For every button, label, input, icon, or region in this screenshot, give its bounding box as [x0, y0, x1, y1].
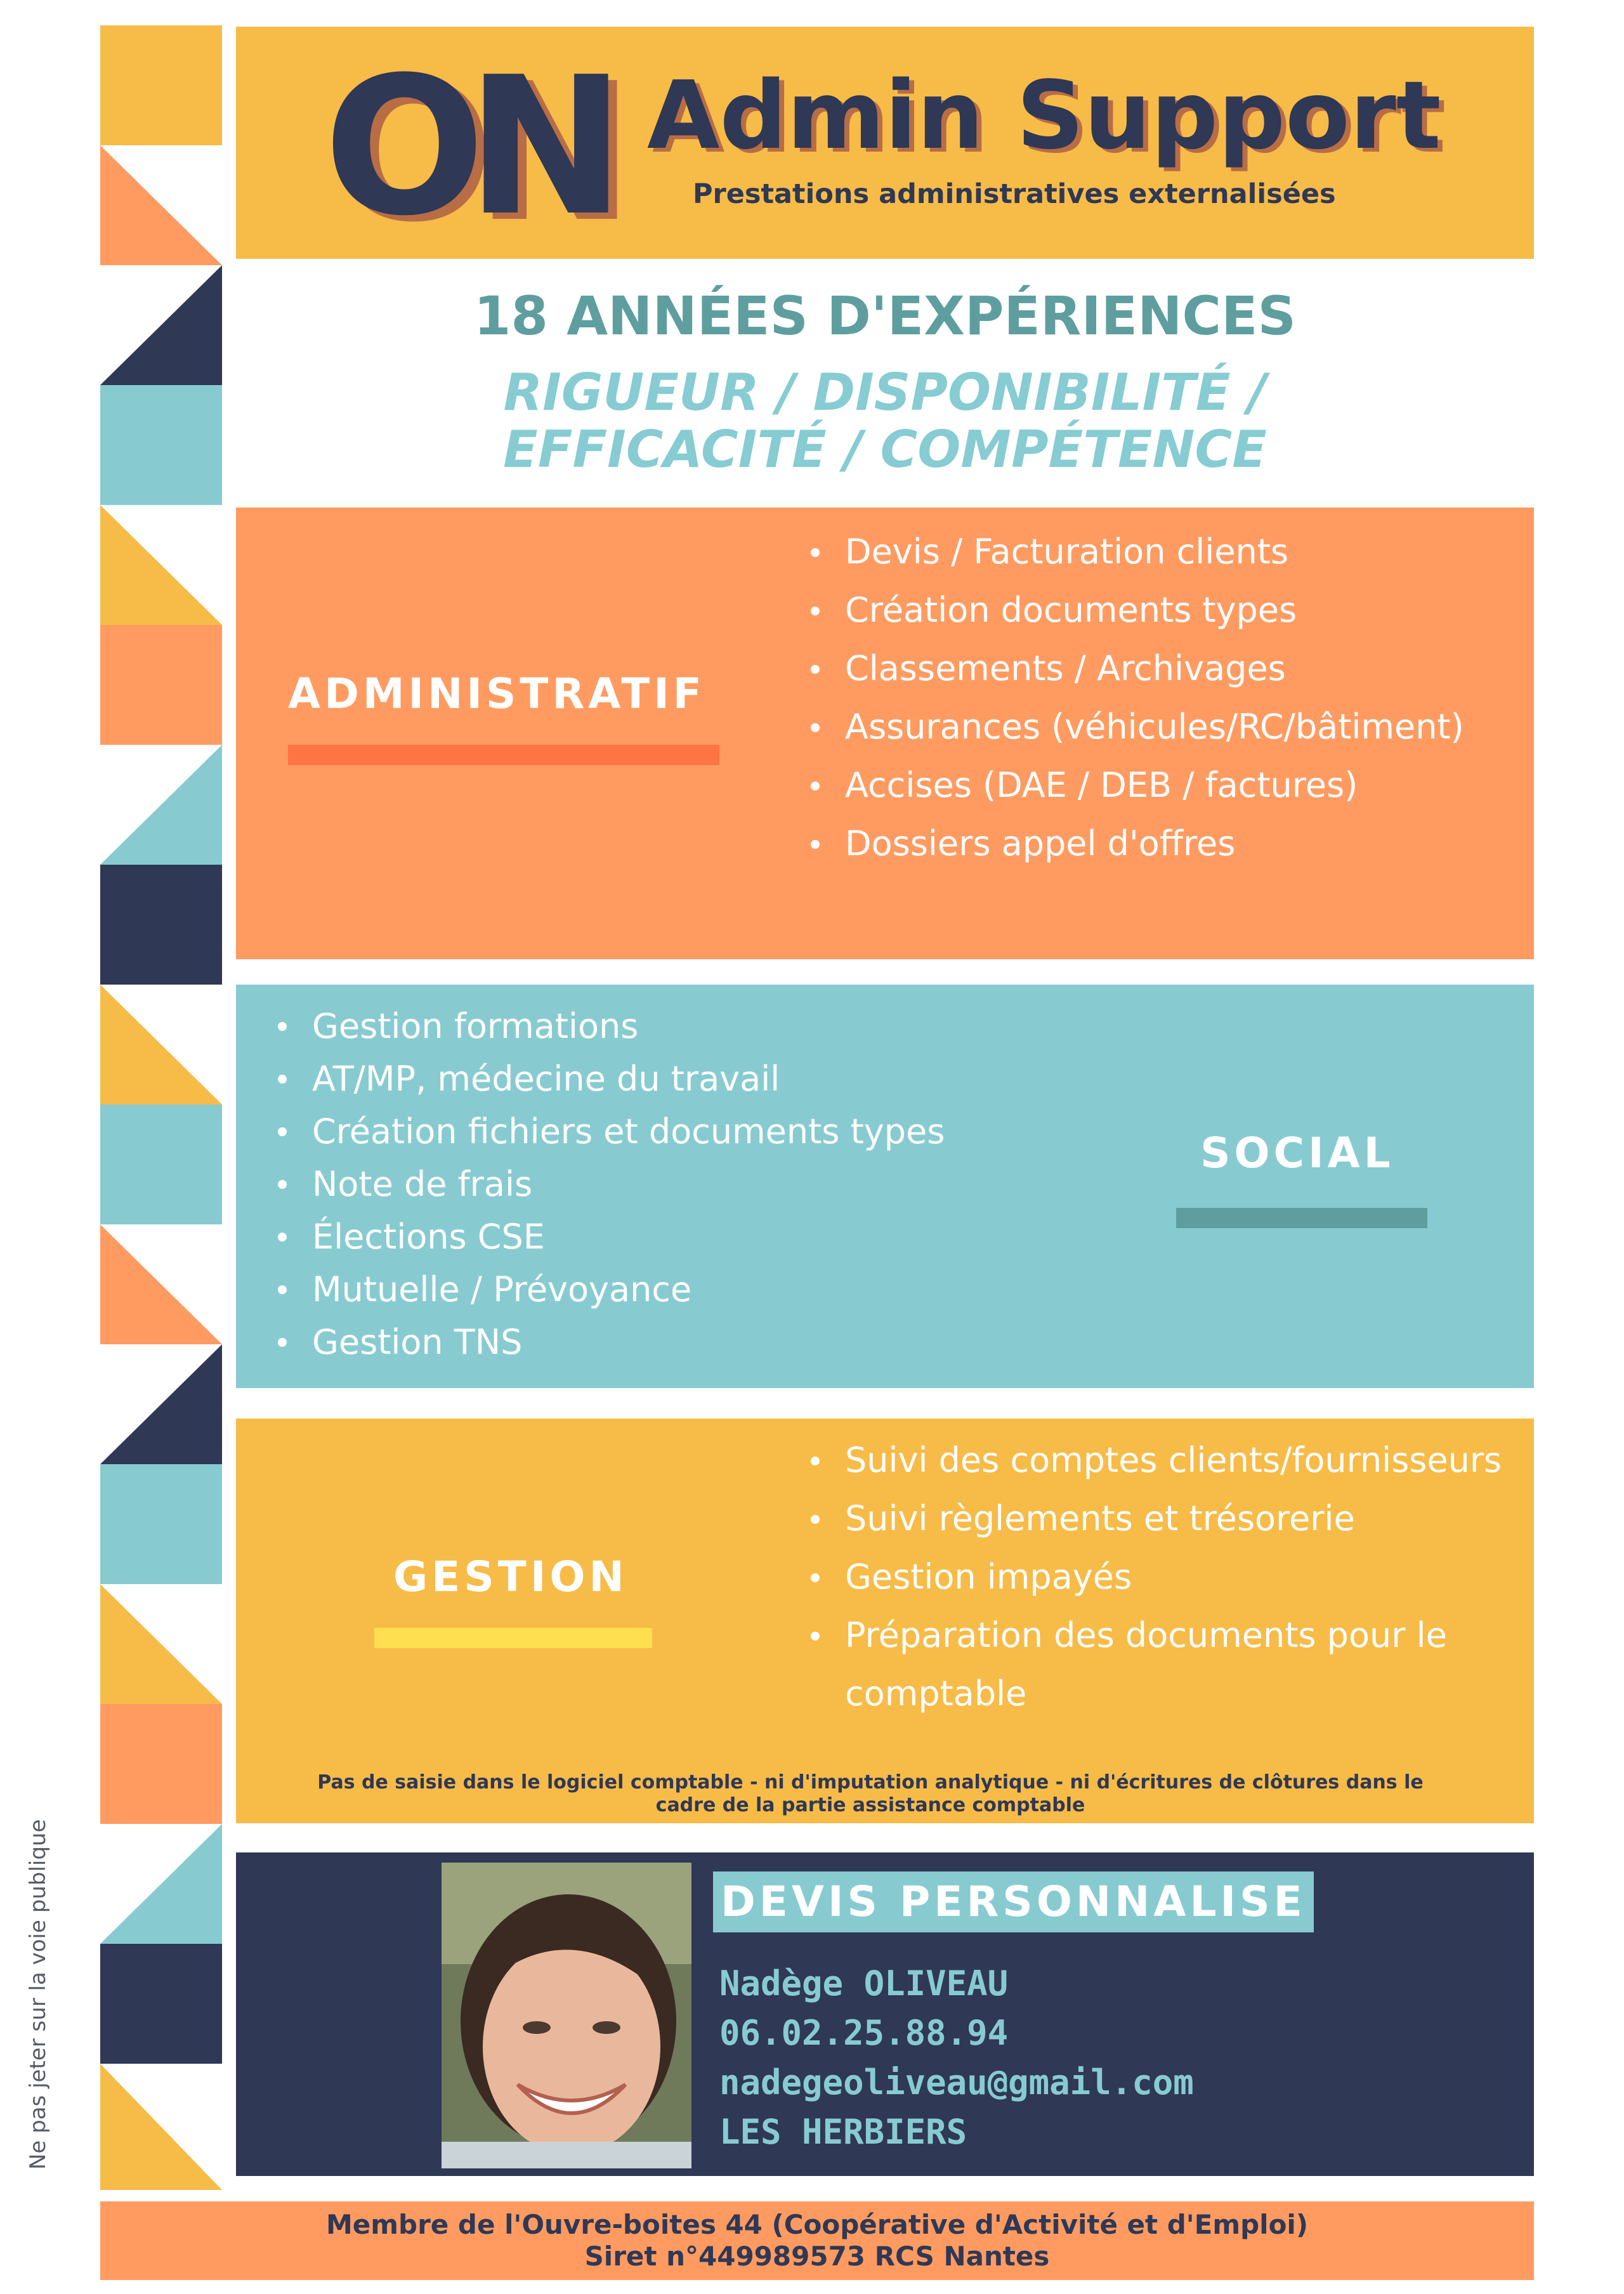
experience-headline: 18 ANNÉES D'EXPÉRIENCES [474, 285, 1296, 347]
section-administratif [236, 508, 1534, 959]
portrait-icon [442, 1863, 691, 2168]
motto-line-2: EFFICACITÉ / COMPÉTENCE [503, 420, 1267, 479]
section-gestion [236, 1419, 1534, 1823]
side-note: Ne pas jeter sur la voie publique [25, 1819, 51, 2170]
contact-name: Nadège OLIVEAU [719, 1963, 1009, 2003]
list-item: Gestion impayés [807, 1548, 1511, 1606]
section-underline [288, 745, 719, 765]
list-item: Gestion formations [274, 1000, 1162, 1052]
section-underline [374, 1628, 652, 1648]
devis-title: DEVIS PERSONNALISE [713, 1871, 1314, 1932]
list-item: Note de frais [274, 1158, 1162, 1210]
list-item: Accises (DAE / DEB / factures) [807, 756, 1511, 815]
section-social [236, 985, 1534, 1388]
footer [100, 2201, 1534, 2280]
contact-city: LES HERBIERS [719, 2112, 967, 2152]
footer-line-1: Membre de l'Ouvre-boites 44 (Coopérative d'Activité et d'Emploi) [325, 2209, 1309, 2240]
administratif-list [807, 523, 1511, 873]
footer-line-2: Siret n°449989573 RCS Nantes [584, 2241, 1050, 2272]
social-list [274, 1000, 1162, 1368]
section-title-social: SOCIAL [1200, 1129, 1394, 1177]
gestion-list [807, 1431, 1511, 1723]
list-item: Classements / Archivages [807, 639, 1511, 698]
brand-title: Admin Support [647, 61, 1441, 170]
brand-subtitle: Prestations administratives externalisées [693, 178, 1336, 210]
list-item: Création documents types [807, 581, 1511, 639]
motto-line-1: RIGUEUR / DISPONIBILITÉ / [503, 363, 1267, 422]
section-underline [1176, 1208, 1427, 1228]
motto [236, 364, 1534, 478]
contact-email: nadegeoliveau@gmail.com [719, 2062, 1194, 2102]
contact-phone: 06.02.25.88.94 [719, 2013, 1009, 2053]
list-item: AT/MP, médecine du travail [274, 1052, 1162, 1105]
list-item: Devis / Facturation clients [807, 523, 1511, 581]
list-item: Préparation des documents pour le comptable [807, 1606, 1511, 1723]
profile-photo [442, 1863, 691, 2168]
section-title-gestion: GESTION [393, 1552, 628, 1601]
header-banner [236, 27, 1534, 259]
list-item: Dossiers appel d'offres [807, 815, 1511, 873]
section-devis [236, 1852, 1534, 2176]
section-title-administratif: ADMINISTRATIF [288, 669, 705, 718]
list-item: Mutuelle / Prévoyance [274, 1263, 1162, 1316]
list-item: Élections CSE [274, 1210, 1162, 1263]
list-item: Assurances (véhicules/RC/bâtiment) [807, 698, 1511, 756]
gestion-disclaimer: Pas de saisie dans le logiciel comptable - ni d'imputation analytique - ni d'écritures de clôtures dans le cadre de la partie assistance comptable [317, 1771, 1424, 1816]
decorative-strip [100, 25, 222, 2190]
logo-letters: ON [324, 36, 607, 258]
decorative-pattern-icon [100, 25, 222, 2190]
list-item: Suivi règlements et trésorerie [807, 1490, 1511, 1548]
list-item: Suivi des comptes clients/fournisseurs [807, 1431, 1511, 1490]
list-item: Création fichiers et documents types [274, 1105, 1162, 1158]
list-item: Gestion TNS [274, 1316, 1162, 1368]
